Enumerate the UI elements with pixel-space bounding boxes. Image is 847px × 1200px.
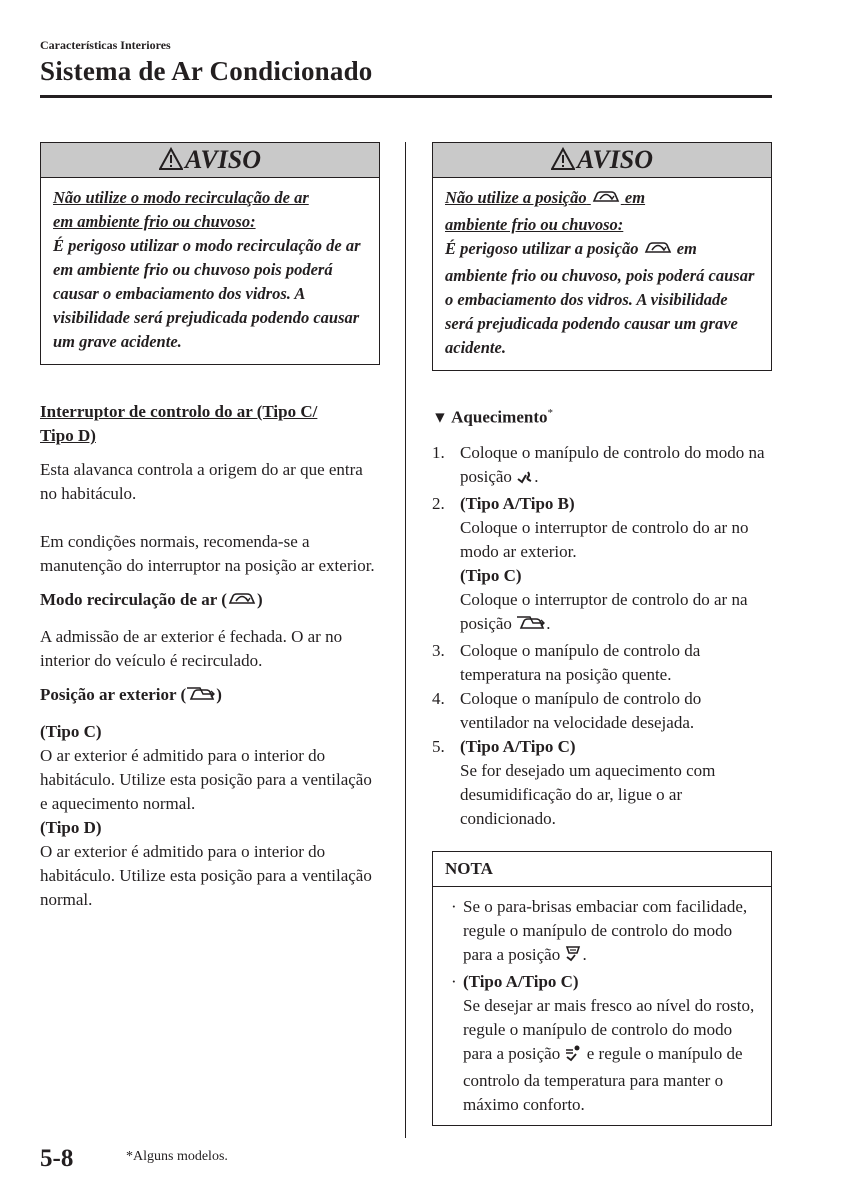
recirculation-icon bbox=[227, 590, 257, 615]
heating-heading-text: Aquecimento bbox=[451, 407, 548, 427]
type-c-text: O ar exterior é admitido para o interior do habitáculo. Utilize esta posição para a ventilação e aquecimento normal. bbox=[40, 746, 372, 813]
step-number: 1. bbox=[432, 442, 445, 462]
outside-air-icon bbox=[516, 614, 546, 639]
list-item bbox=[451, 970, 759, 1117]
switch-heading-line: Tipo D) bbox=[40, 426, 96, 445]
warning-header bbox=[41, 143, 379, 178]
heating-heading bbox=[432, 401, 772, 431]
warning-line: Não utilize o modo recirculação de ar bbox=[53, 188, 309, 207]
warning-box bbox=[432, 142, 772, 371]
warning-line: ambiente frio ou chuvoso: bbox=[445, 215, 624, 234]
exterior-heading-end: ) bbox=[216, 685, 222, 704]
warning-box bbox=[40, 142, 380, 365]
right-column bbox=[432, 142, 772, 1126]
recirculation-description: A admissão de ar exterior é fechada. O ar no interior do veículo é recirculado. bbox=[40, 627, 343, 670]
warning-label: AVISO bbox=[184, 145, 262, 174]
step-text: Se for desejado um aquecimento com desumidificação do ar, ligue o ar condicionado. bbox=[460, 760, 716, 828]
warning-body bbox=[433, 178, 771, 370]
recirculation-heading bbox=[40, 588, 380, 615]
switch-heading bbox=[40, 400, 380, 448]
step-text: Coloque o manípulo de controlo da temperatura na posição quente. bbox=[460, 640, 701, 684]
note-end: . bbox=[582, 944, 587, 964]
note-text: Se o para-brisas embaciar com facilidade, regule o manípulo de controlo do modo para a posição bbox=[463, 896, 748, 964]
step-label: (Tipo A/Tipo C) bbox=[460, 736, 576, 756]
triangle-marker-icon: ▼ bbox=[432, 409, 448, 427]
note-label: (Tipo A/Tipo C) bbox=[463, 971, 579, 991]
list-item bbox=[432, 687, 772, 735]
outside-air-icon bbox=[186, 685, 216, 710]
step-text: Coloque o manípulo de controlo do modo na posição bbox=[460, 442, 765, 486]
defrost-feet-icon bbox=[564, 945, 582, 970]
step-text: Coloque o interruptor de controlo do ar na posição bbox=[460, 589, 748, 633]
footnote: *Alguns modelos. bbox=[126, 1149, 228, 1164]
list-item bbox=[432, 492, 772, 639]
title-rule bbox=[40, 95, 772, 98]
note-text: Se desejar ar mais fresco ao nível do rosto, regule o manípulo de controlo do modo para a posição bbox=[463, 995, 755, 1063]
note-header: NOTA bbox=[433, 852, 771, 887]
step-text: Coloque o manípulo de controlo do ventilador na velocidade desejada. bbox=[460, 688, 702, 732]
warning-text bbox=[445, 237, 759, 360]
note-body bbox=[433, 887, 771, 1125]
warning-text-b: em ambiente frio ou chuvoso, pois poderá causar o embaciamento dos vidros. A visibilidade será prejudicada podendo causar um grave acidente. bbox=[445, 239, 755, 357]
step-end: . bbox=[534, 466, 539, 486]
type-c-label: (Tipo C) bbox=[40, 722, 102, 741]
recirculation-icon bbox=[591, 188, 621, 213]
note-box bbox=[432, 851, 772, 1126]
step-label: (Tipo C) bbox=[460, 565, 522, 585]
bullet: · bbox=[451, 971, 457, 991]
page-title: Sistema de Ar Condicionado bbox=[40, 56, 373, 86]
section-label: Características Interiores bbox=[40, 38, 171, 52]
list-item bbox=[432, 735, 772, 831]
warning-text-a: É perigoso utilizar a posição bbox=[445, 239, 639, 258]
column-divider bbox=[405, 142, 406, 1138]
note-text: e regule o manípulo de controlo da temperatura para manter o máximo conforto. bbox=[463, 1043, 743, 1114]
warning-text: É perigoso utilizar o modo recirculação de ar em ambiente frio ou chuvoso pois poderá causar o embaciamento dos vidros. A visibilidade será prejudicada podendo causar um grave acidente. bbox=[53, 236, 361, 351]
exterior-heading-text: Posição ar exterior ( bbox=[40, 685, 187, 704]
asterisk: * bbox=[547, 407, 553, 419]
step-label: (Tipo A/Tipo B) bbox=[460, 493, 575, 513]
bullet: · bbox=[451, 896, 457, 916]
list-item bbox=[432, 639, 772, 687]
warning-label: AVISO bbox=[576, 145, 654, 174]
exterior-heading bbox=[40, 683, 380, 710]
step-number: 3. bbox=[432, 640, 445, 660]
step-text: Coloque o interruptor de controlo do ar no modo ar exterior. bbox=[460, 517, 749, 561]
warning-line bbox=[445, 186, 759, 213]
type-d-label: (Tipo D) bbox=[40, 818, 102, 837]
recirculation-heading-text: Modo recirculação de ar ( bbox=[40, 590, 227, 609]
step-number: 5. bbox=[432, 736, 445, 756]
list-item bbox=[451, 895, 759, 970]
warning-line-text: Não utilize a posição bbox=[445, 188, 587, 207]
warning-body bbox=[41, 178, 379, 364]
feet-mode-icon bbox=[516, 468, 534, 492]
step-number: 2. bbox=[432, 493, 445, 513]
list-item bbox=[432, 441, 772, 492]
warning-line-text: em bbox=[624, 188, 646, 207]
step-number: 4. bbox=[432, 688, 445, 708]
left-column bbox=[40, 142, 380, 912]
steps-list bbox=[432, 441, 772, 831]
warning-triangle-icon bbox=[159, 145, 185, 174]
switch-description: Esta alavanca controla a origem do ar que entra no habitáculo. bbox=[40, 460, 363, 503]
step-end: . bbox=[546, 613, 551, 633]
warning-triangle-icon bbox=[551, 145, 577, 174]
face-mode-icon bbox=[564, 1044, 582, 1069]
recirculation-heading-end: ) bbox=[256, 590, 263, 609]
recirculation-icon bbox=[643, 239, 673, 264]
page-number: 5-8 bbox=[40, 1145, 74, 1172]
warning-header bbox=[433, 143, 771, 178]
normal-conditions-text: Em condições normais, recomenda-se a manutenção do interruptor na posição ar exterior. bbox=[40, 532, 375, 575]
switch-heading-line: Interruptor de controlo do ar (Tipo C/ bbox=[40, 402, 318, 421]
warning-line: em ambiente frio ou chuvoso: bbox=[53, 212, 256, 231]
type-d-text: O ar exterior é admitido para o interior do habitáculo. Utilize esta posição para a ventilação normal. bbox=[40, 842, 372, 909]
